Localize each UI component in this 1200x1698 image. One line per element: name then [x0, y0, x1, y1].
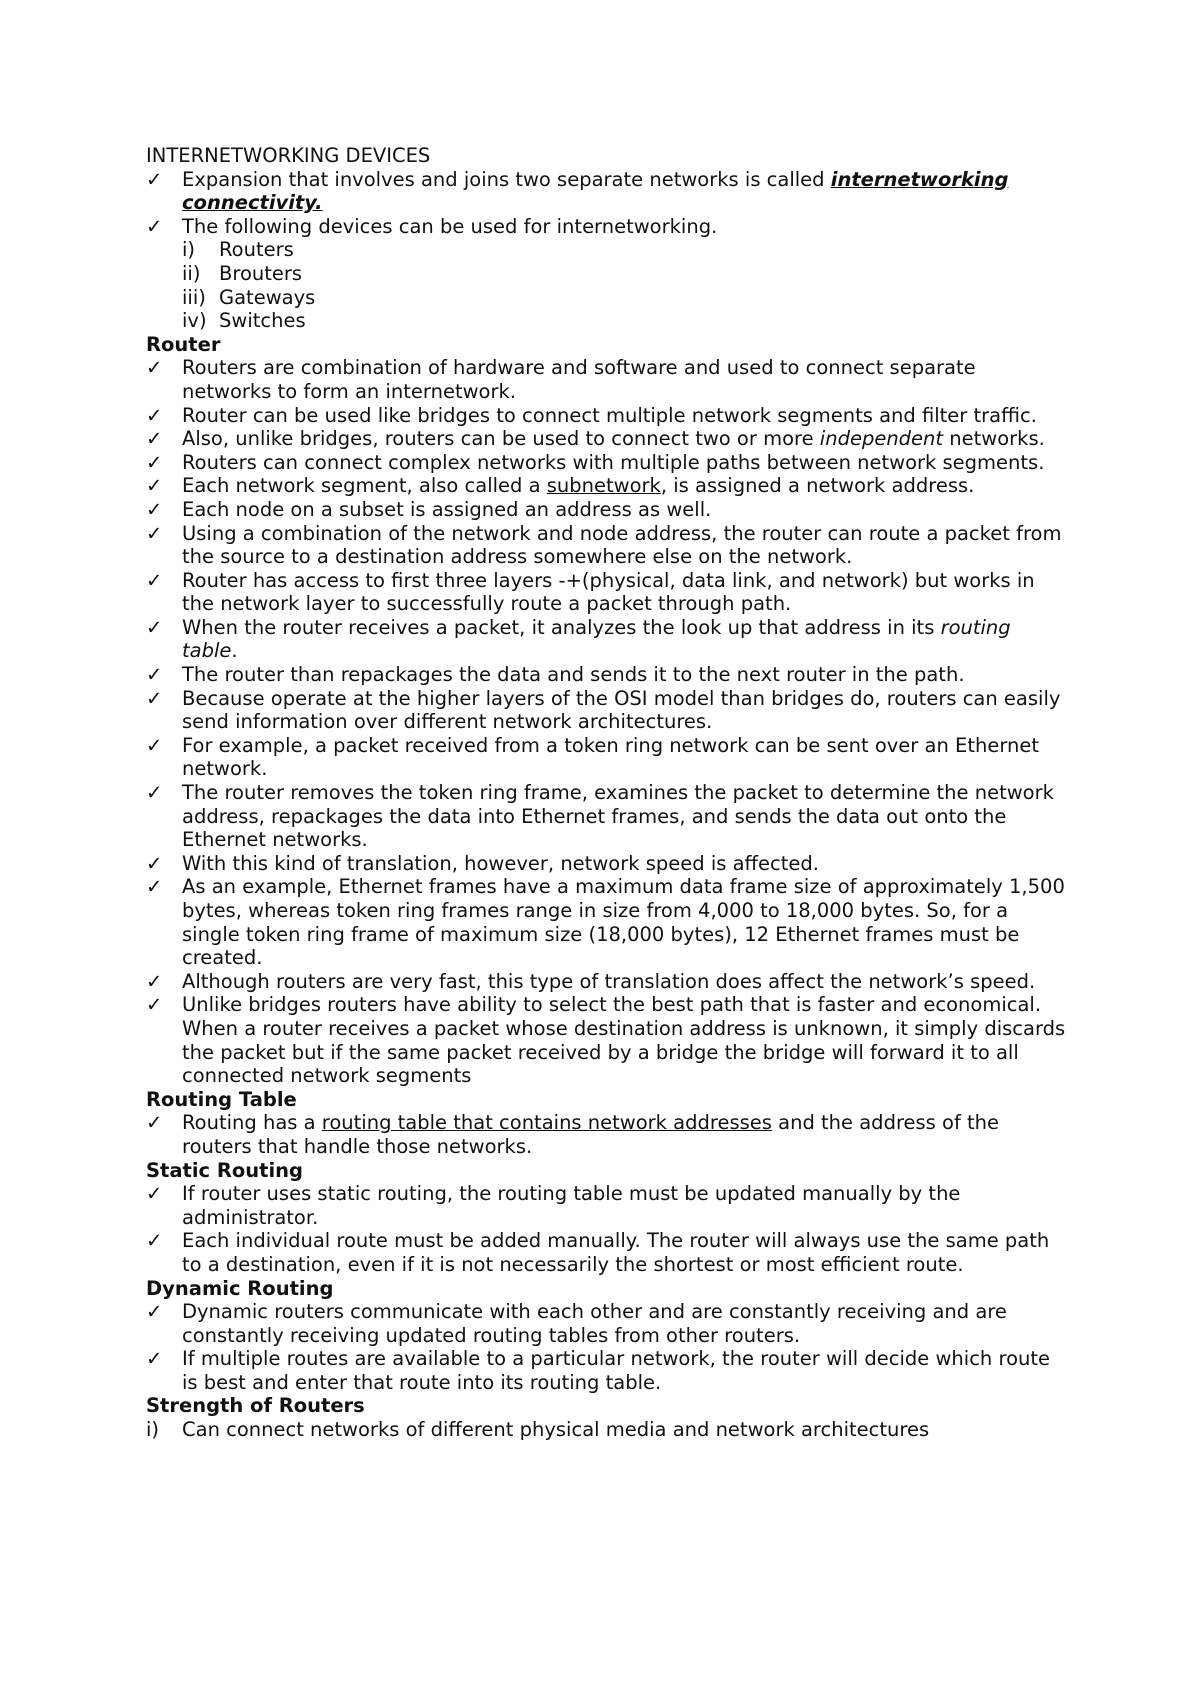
bullet-text: The following devices can be used for internetworking. — [182, 214, 718, 238]
numbered-item — [146, 1418, 1066, 1442]
item-text: Switches — [219, 309, 306, 333]
bullet-text: Because operate at the higher layers of the OSI model than bridges do, routers can easily send information over different network architectures. — [182, 686, 1061, 734]
bullet-text: Routers can connect complex networks with multiple paths between network segments. — [182, 450, 1045, 474]
bullet-text: Routers are combination of hardware and software and used to connect separate networks to form an internetwork. — [182, 356, 976, 403]
bullet-item — [146, 215, 1066, 239]
bullet-item — [146, 993, 1066, 1087]
underlined-term: subnetwork — [546, 474, 661, 498]
check-icon: ✓ — [146, 993, 163, 1017]
section-heading-router: Router — [146, 332, 221, 356]
check-icon: ✓ — [146, 427, 163, 451]
check-icon: ✓ — [146, 663, 163, 687]
bullet-item — [146, 356, 1066, 403]
item-text: Brouters — [219, 261, 303, 285]
bullet-text: Also, unlike bridges, routers can be used to connect two or more — [182, 427, 820, 451]
bullet-item — [146, 852, 1066, 876]
check-icon: ✓ — [146, 450, 163, 474]
item-text: Gateways — [219, 285, 316, 309]
bullet-item — [146, 474, 1066, 498]
bullet-item — [146, 1347, 1066, 1394]
bullet-text: Routing has a — [182, 1111, 322, 1135]
bullet-text: Each individual route must be added manually. The router will always use the same path to a destination, even if it is not necessarily the shortest or most efficient route. — [182, 1229, 1050, 1276]
item-number: iii) — [182, 285, 206, 309]
item-text: Can connect networks of different physical media and network architectures — [182, 1418, 930, 1442]
bullet-item — [146, 616, 1066, 663]
item-number: i) — [146, 1418, 160, 1442]
check-icon: ✓ — [146, 1347, 163, 1371]
bullet-text: If multiple routes are available to a particular network, the router will decide which route is best and enter that route into its routing table. — [182, 1347, 1050, 1394]
item-text: Routers — [219, 238, 294, 262]
check-icon: ✓ — [146, 969, 163, 993]
bullet-text: Using a combination of the network and node address, the router can route a packet from the source to a destination address somewhere else on the network. — [182, 521, 1062, 569]
section-heading-static-routing: Static Routing — [146, 1158, 304, 1182]
italic-term: independent — [819, 427, 944, 451]
document-body — [146, 144, 1066, 1442]
bullet-text: Unlike bridges routers have ability to select the best path that is faster and economical. When a router receives a packet whose destination address is unknown, it simply discards the packet but if the same packet received by a bridge the bridge will forward it to all connected network segments — [182, 993, 1066, 1088]
section-heading-strength: Strength of Routers — [146, 1394, 365, 1418]
bullet-text: If router uses static routing, the routing table must be updated manually by the administrator. — [182, 1182, 961, 1229]
bullet-text: Although routers are very fast, this type of translation does affect the network’s speed. — [182, 969, 1036, 993]
bullet-item — [146, 427, 1066, 451]
bullet-text: Router can be used like bridges to connect multiple network segments and filter traffic. — [182, 403, 1037, 427]
check-icon: ✓ — [146, 568, 163, 592]
check-icon: ✓ — [146, 1300, 163, 1324]
bullet-text: The router removes the token ring frame, examines the packet to determine the network address, repackages the data into Ethernet frames, and sends the data out onto the Ethernet networks. — [182, 781, 1054, 852]
bullet-item — [146, 1300, 1066, 1347]
bullet-item — [146, 569, 1066, 616]
item-number: iv) — [182, 309, 207, 333]
bullet-item — [146, 875, 1066, 969]
check-icon: ✓ — [146, 781, 163, 805]
check-icon: ✓ — [146, 1182, 163, 1206]
bullet-item — [146, 522, 1066, 569]
bullet-text: With this kind of translation, however, network speed is affected. — [182, 851, 819, 875]
check-icon: ✓ — [146, 167, 163, 191]
bullet-item — [146, 781, 1066, 852]
bullet-item — [146, 1111, 1066, 1158]
key-term: internetworking connectivity. — [182, 167, 1009, 215]
check-icon: ✓ — [146, 686, 163, 710]
check-icon: ✓ — [146, 875, 163, 899]
bullet-text: The router than repackages the data and sends it to the next router in the path. — [182, 663, 965, 687]
item-number: i) — [182, 238, 196, 262]
bullet-item — [146, 168, 1066, 215]
italic-term: routing table — [182, 615, 1011, 663]
bullet-item — [146, 451, 1066, 475]
bullet-item — [146, 498, 1066, 522]
item-number: ii) — [182, 261, 201, 285]
numbered-item — [146, 238, 1066, 262]
check-icon: ✓ — [146, 356, 163, 380]
bullet-text: When the router receives a packet, it analyzes the look up that address in its — [182, 615, 941, 639]
document-title: INTERNETWORKING DEVICES — [146, 144, 431, 167]
bullet-text: As an example, Ethernet frames have a maximum data frame size of approximately 1,500 bytes, whereas token ring frames range in size from 4,000 to 18,000 bytes. So, for a single token ring frame of maximum size (18,000 bytes), 12 Ethernet frames must be created. — [182, 875, 1065, 970]
bullet-item — [146, 687, 1066, 734]
bullet-item — [146, 734, 1066, 781]
check-icon: ✓ — [146, 1229, 163, 1253]
check-icon: ✓ — [146, 615, 163, 639]
check-icon: ✓ — [146, 497, 163, 521]
bullet-text: networks. — [943, 427, 1045, 451]
bullet-text: For example, a packet received from a token ring network can be sent over an Ethernet network. — [182, 733, 1040, 781]
bullet-item — [146, 970, 1066, 994]
section-heading-routing-table: Routing Table — [146, 1087, 297, 1111]
bullet-text: , is assigned a network address. — [660, 474, 975, 498]
check-icon: ✓ — [146, 474, 163, 498]
bullet-item — [146, 663, 1066, 687]
bullet-text: and the address of the routers that handle those networks. — [182, 1111, 1000, 1158]
bullet-item — [146, 1229, 1066, 1276]
bullet-item — [146, 404, 1066, 428]
check-icon: ✓ — [146, 851, 163, 875]
check-icon: ✓ — [146, 403, 163, 427]
bullet-text: Expansion that involves and joins two separate networks is called — [182, 167, 831, 191]
check-icon: ✓ — [146, 733, 163, 757]
check-icon: ✓ — [146, 521, 163, 545]
bullet-item — [146, 1182, 1066, 1229]
bullet-text: Each network segment, also called a — [182, 474, 547, 498]
underlined-term: routing table that contains network addresses — [321, 1111, 772, 1135]
bullet-text: . — [231, 639, 238, 663]
check-icon: ✓ — [146, 1111, 163, 1135]
numbered-item — [146, 262, 1066, 286]
bullet-text: Each node on a subset is assigned an address as well. — [182, 497, 712, 521]
section-heading-dynamic-routing: Dynamic Routing — [146, 1276, 334, 1300]
numbered-item — [146, 286, 1066, 310]
numbered-item — [146, 309, 1066, 333]
bullet-text: Router has access to first three layers -+(physical, data link, and network) but works in the network layer to successfully route a packet through path. — [182, 568, 1035, 616]
check-icon: ✓ — [146, 214, 163, 238]
bullet-text: Dynamic routers communicate with each other and are constantly receiving and are constantly receiving updated routing tables from other routers. — [182, 1300, 1007, 1347]
